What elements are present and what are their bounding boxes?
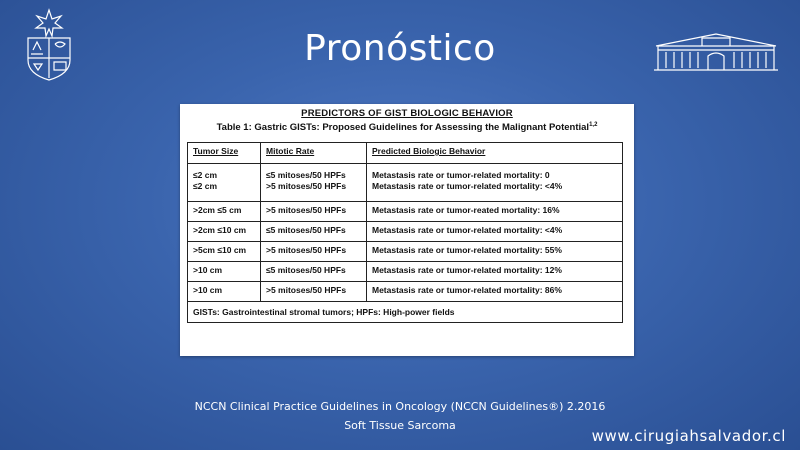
behavior-cell: Metastasis rate or tumor-related mortality: 55% <box>367 242 623 262</box>
tumor-size-cell: >2cm ≤5 cm <box>188 202 261 222</box>
table-footnote: GISTs: Gastrointestinal stromal tumors; HPFs: High-power fields <box>188 302 623 323</box>
cell-line: >5 mitoses/50 HPFs <box>266 181 347 191</box>
column-header-mitotic-rate: Mitotic Rate <box>261 143 367 164</box>
behavior-cell: Metastasis rate or tumor-related mortality: 12% <box>367 262 623 282</box>
cell-line: ≤2 cm <box>193 170 218 180</box>
mitotic-rate-cell: >5 mitoses/50 HPFs <box>261 202 367 222</box>
tumor-size-cell: >2cm ≤10 cm <box>188 222 261 242</box>
table-row <box>188 242 623 262</box>
citation-line-1: NCCN Clinical Practice Guidelines in Oncology (NCCN Guidelines®) 2.2016 <box>194 400 606 413</box>
citation-line-2: Soft Tissue Sarcoma <box>344 419 456 432</box>
tumor-size-cell: >10 cm <box>188 262 261 282</box>
mitotic-rate-cell: ≤5 mitoses/50 HPFs <box>261 222 367 242</box>
table-header-row <box>188 143 623 164</box>
mitotic-rate-cell <box>261 164 367 202</box>
gist-guidelines-table <box>187 142 623 323</box>
gist-table-document <box>180 104 634 356</box>
table-row <box>188 202 623 222</box>
tumor-size-cell <box>188 164 261 202</box>
tumor-size-cell: >5cm ≤10 cm <box>188 242 261 262</box>
cell-line: ≤2 cm <box>193 181 218 191</box>
tumor-size-cell: >10 cm <box>188 282 261 302</box>
cell-line: ≤5 mitoses/50 HPFs <box>266 170 346 180</box>
document-heading: PREDICTORS OF GIST BIOLOGIC BEHAVIOR <box>301 108 513 119</box>
column-header-behavior: Predicted Biologic Behavior <box>367 143 623 164</box>
column-header-tumor-size: Tumor Size <box>188 143 261 164</box>
website-url: www.cirugiahsalvador.cl <box>591 427 786 445</box>
behavior-cell <box>367 164 623 202</box>
table-caption-text: Table 1: Gastric GISTs: Proposed Guidelines for Assessing the Malignant Potential <box>216 122 590 134</box>
behavior-cell: Metastasis rate or tumor-reated mortality: 16% <box>367 202 623 222</box>
table-row <box>188 282 623 302</box>
table-caption <box>180 122 634 133</box>
cell-line: Metastasis rate or tumor-related mortality: <4% <box>372 181 563 191</box>
table-footnote-row <box>188 302 623 323</box>
mitotic-rate-cell: ≤5 mitoses/50 HPFs <box>261 262 367 282</box>
table-row <box>188 262 623 282</box>
behavior-cell: Metastasis rate or tumor-related mortality: <4% <box>367 222 623 242</box>
slide-title: Pronóstico <box>304 28 496 69</box>
table-row <box>188 164 623 202</box>
behavior-cell: Metastasis rate or tumor-related mortality: 86% <box>367 282 623 302</box>
mitotic-rate-cell: >5 mitoses/50 HPFs <box>261 282 367 302</box>
caption-reference: 1,2 <box>589 122 598 128</box>
mitotic-rate-cell: >5 mitoses/50 HPFs <box>261 242 367 262</box>
table-row <box>188 222 623 242</box>
cell-line: Metastasis rate or tumor-related mortality: 0 <box>372 170 550 180</box>
